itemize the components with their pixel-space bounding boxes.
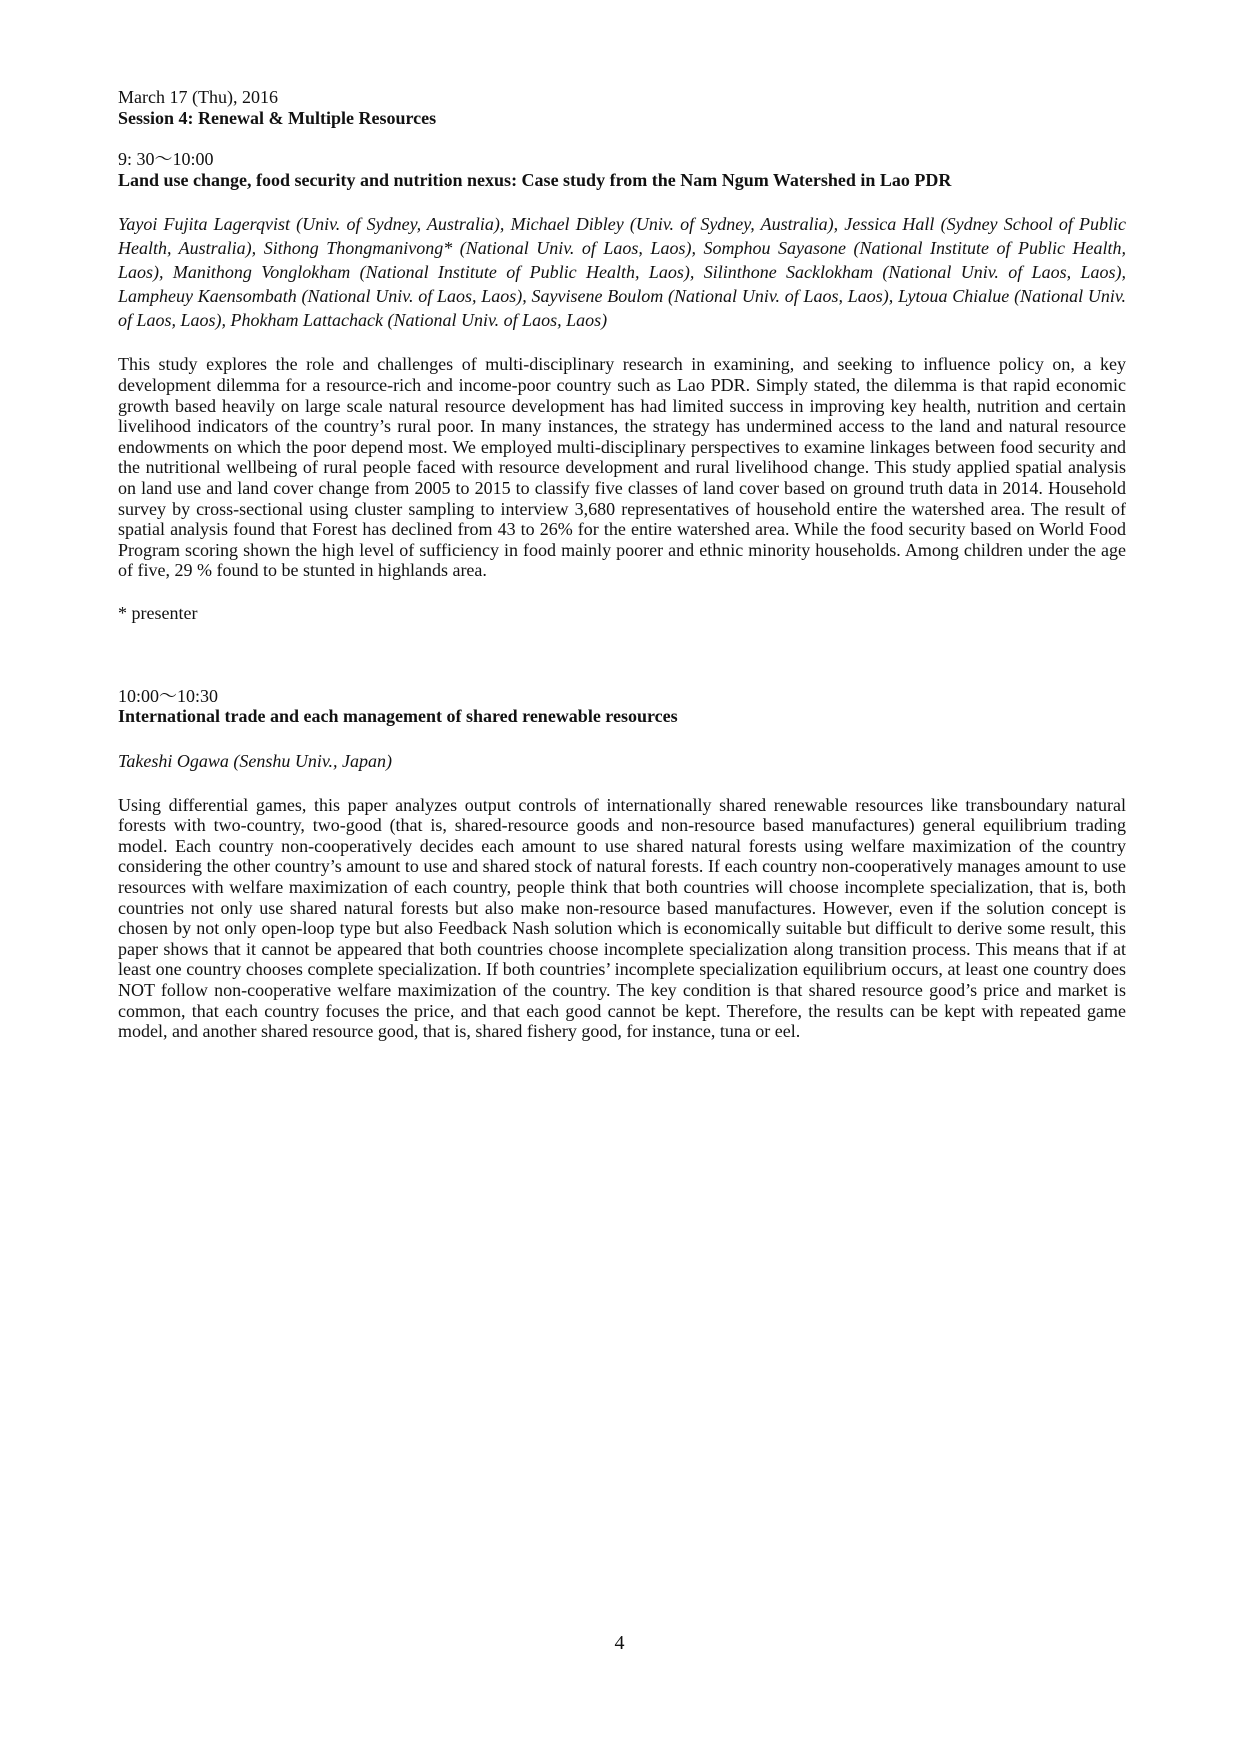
- page-number: 4: [614, 1632, 625, 1654]
- talk-2: [118, 686, 1126, 1042]
- talk-1-footnote: * presenter: [118, 602, 198, 623]
- session-title: Session 4: Renewal & Multiple Resources: [118, 107, 437, 128]
- spacer: [118, 727, 1126, 749]
- talk-1-authors: Yayoi Fujita Lagerqvist (Univ. of Sydney, Australia), Michael Dibley (Univ. of Sydney, Australia), Jessica Hall (Sydney School of Public Health, Australia), Sithong Thongmanivong* (National Univ. of Laos, Laos), Somphou Sayasone (National Institute of Public Health, Laos), Manithong Vonglokham (National Institute of Public Health, Laos), Silinthone Sacklokham (National Univ. of Laos, Laos), Lampheuy Kaensombath (National Univ. of Laos, Laos), Sayvisene Boulom (National Univ. of Laos, Laos), Lytoua Chialue (National Univ. of Laos, Laos), Phokham Lattachack (National Univ. of Laos, Laos): [118, 214, 1126, 331]
- talk-2-time: 10:00～10:30: [118, 685, 219, 706]
- spacer: [118, 773, 1126, 795]
- spacer: [118, 128, 1126, 149]
- talk-2-abstract: Using differential games, this paper analyzes output controls of internationally shared renewable resources like transboundary natural forests with two-country, two-good (that is, shared-resource goods and non-resource based manufactures) general equilibrium trading model. Each country non-cooperatively decides each amount to use shared natural forests using welfare maximization of the country considering the other country’s amount to use and shared stock of natural forests. If each country non-cooperatively manages amount to use resources with welfare maximization of each country, people think that both countries will choose incomplete specialization, that is, both countries not only use shared natural forests but also make non-resource based manufactures. However, even if the solution concept is chosen by not only open-loop type but also Feedback Nash solution which is economically suitable but difficult to derive some result, this paper shows that it cannot be appeared that both countries choose incomplete specialization along transition process. This means that if at least one country chooses complete specialization. If both countries’ incomplete specialization equilibrium occurs, at least one country does NOT follow non-cooperative welfare maximization of the country. The key condition is that shared resource good’s price and market is common, that each country focuses the price, and that each good cannot be kept. Therefore, the results can be kept with repeated game model, and another shared resource good, that is, shared fishery good, for instance, tuna or eel.: [118, 794, 1126, 1042]
- spacer: [118, 190, 1126, 212]
- page-content: [118, 87, 1126, 1042]
- talk-2-title: International trade and each management of shared renewable resources: [118, 706, 678, 727]
- talk-2-authors: Takeshi Ogawa (Senshu Univ., Japan): [118, 750, 392, 771]
- talk-1: [118, 149, 1126, 623]
- spacer: [118, 332, 1126, 354]
- talk-1-abstract: This study explores the role and challenges of multi-disciplinary research in examining, and seeking to influence policy on, a key development dilemma for a resource-rich and income-poor country such as Lao PDR. Simply stated, the dilemma is that rapid economic growth based heavily on large scale natural resource development has had limited success in improving key health, nutrition and certain livelihood indicators of the country’s rural poor. In many instances, the strategy has undermined access to the land and natural resource endowments on which the poor depend most. We employed multi-disciplinary perspectives to examine linkages between food security and the nutritional wellbeing of rural people faced with resource development and rural livelihood change. This study applied spatial analysis on land use and land cover change from 2005 to 2015 to classify five classes of land cover based on ground truth data in 2014. Household survey by cross-sectional using cluster sampling to interview 3,680 representatives of household entire the watershed area. The result of spatial analysis found that Forest has declined from 43 to 26% for the entire watershed area. While the food security based on World Food Program scoring shown the high level of sufficiency in food mainly poorer and ethnic minority households. Among children under the age of five, 29 % found to be stunted in highlands area.: [118, 354, 1126, 581]
- talk-1-title: Land use change, food security and nutrition nexus: Case study from the Nam Ngum Watershed in Lao PDR: [118, 169, 952, 190]
- session-date: March 17 (Thu), 2016: [118, 87, 278, 107]
- spacer: [118, 624, 1126, 686]
- spacer: [118, 581, 1126, 603]
- talk-1-time: 9: 30～10:00: [118, 149, 214, 170]
